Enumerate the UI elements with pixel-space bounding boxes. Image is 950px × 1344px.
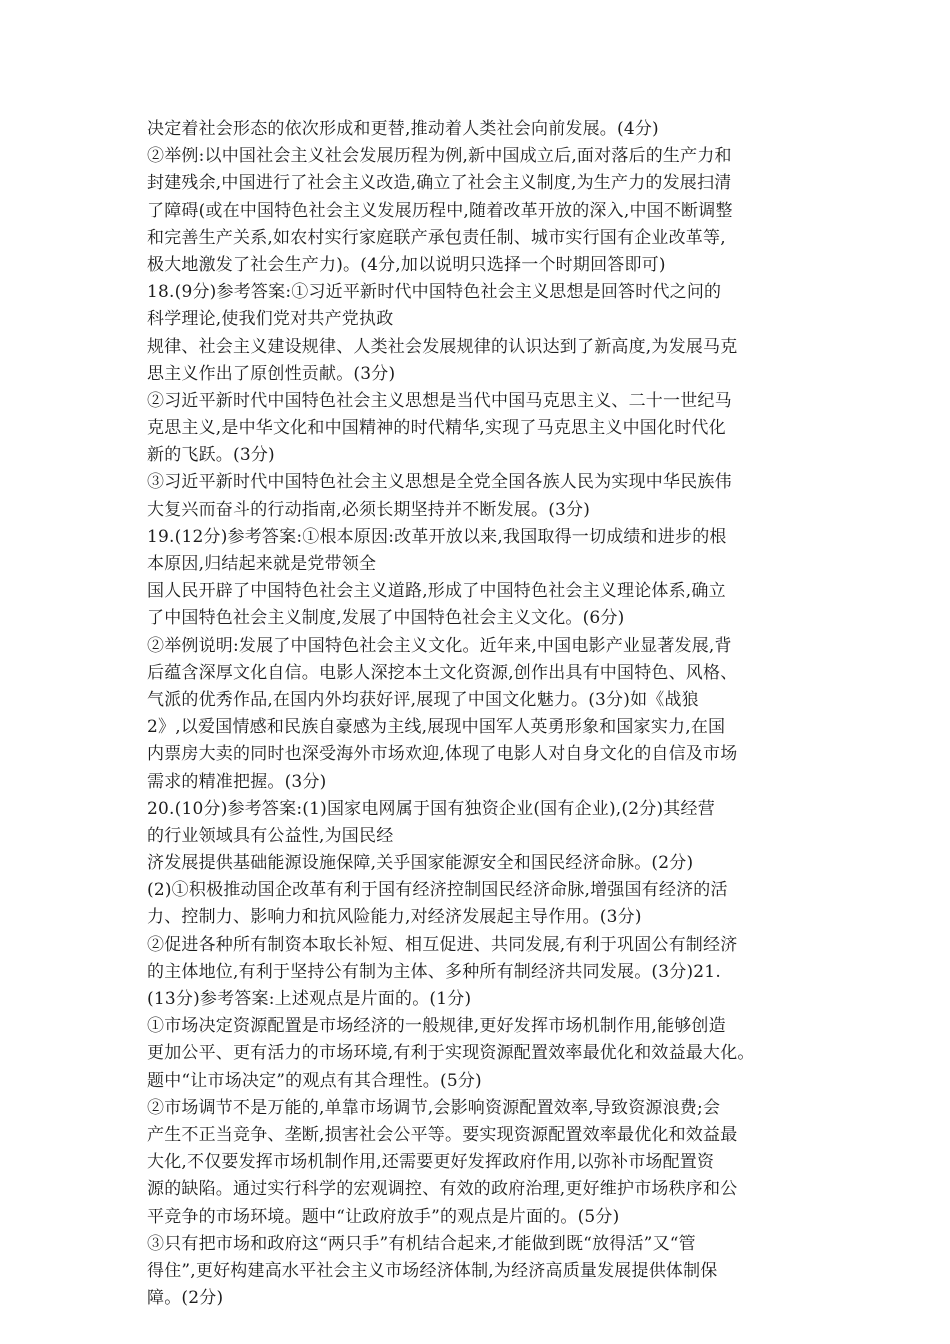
- text-line: 克思主义,是中华文化和中国精神的时代精华,实现了马克思主义中国化时代化: [147, 418, 726, 439]
- text-line: 的行业领域具有公益性,为国民经: [147, 825, 394, 846]
- text-line: ③只有把市场和政府这“两只手”有机结合起来,才能做到既“放得活”又“管: [147, 1233, 696, 1254]
- text-line: ②市场调节不是万能的,单靠市场调节,会影响资源配置效率,导致资源浪费;会: [147, 1097, 721, 1118]
- text-line: 产生不正当竞争、垄断,损害社会公平等。要实现资源配置效率最优化和效益最: [147, 1124, 738, 1145]
- text-line: 更加公平、更有活力的市场环境,有利于实现资源配置效率最优化和效益最大化。: [147, 1043, 755, 1064]
- text-line: 科学理论,使我们党对共产党执政: [147, 309, 394, 330]
- text-line: ①市场决定资源配置是市场经济的一般规律,更好发挥市场机制作用,能够创造: [147, 1016, 726, 1037]
- text-line: 力、控制力、影响力和抗风险能力,对经济发展起主导作用。(3分): [147, 907, 642, 928]
- text-line: 了中国特色社会主义制度,发展了中国特色社会主义文化。(6分): [147, 608, 625, 629]
- text-line: 国人民开辟了中国特色社会主义道路,形成了中国特色社会主义理论体系,确立: [147, 581, 726, 602]
- text-line: 了障碍(或在中国特色社会主义发展历程中,随着改革开放的深入,中国不断调整: [147, 200, 733, 221]
- question-20-heading: 20.(10分)参考答案:(1)国家电网属于国有独资企业(国有企业),(2分)其经营: [147, 798, 715, 819]
- text-line: 题中“让市场决定”的观点有其合理性。(5分): [147, 1070, 482, 1091]
- text-line: 济发展提供基础能源设施保障,关乎国家能源安全和国民经济命脉。(2分): [147, 853, 694, 874]
- text-line: 的主体地位,有利于坚持公有制为主体、多种所有制经济共同发展。(3分)21.: [147, 961, 721, 982]
- text-line: 新的飞跃。(3分): [147, 445, 275, 466]
- text-line: 障。(2分): [147, 1288, 224, 1309]
- question-21-heading: (13分)参考答案:上述观点是片面的。(1分): [147, 989, 472, 1009]
- text-line: ②促进各种所有制资本取长补短、相互促进、共同发展,有利于巩固公有制经济: [147, 934, 738, 955]
- text-line: 后蕴含深厚文化自信。电影人深挖本土文化资源,创作出具有中国特色、风格、: [147, 662, 738, 683]
- question-18-heading: 18.(9分)参考答案:①习近平新时代中国特色社会主义思想是回答时代之问的: [147, 282, 722, 303]
- text-line: ③习近平新时代中国特色社会主义思想是全党全国各族人民为实现中华民族伟: [147, 472, 732, 493]
- text-line: 大化,不仅要发挥市场机制作用,还需要更好发挥政府作用,以弥补市场配置资: [147, 1152, 715, 1173]
- text-line: (2)①积极推动国企改革有利于国有经济控制国民经济命脉,增强国有经济的活: [147, 880, 728, 901]
- text-line: ②举例说明:发展了中国特色社会主义文化。近年来,中国电影产业显著发展,背: [147, 635, 732, 656]
- text-line: 极大地激发了社会生产力)。(4分,加以说明只选择一个时期回答即可): [147, 254, 666, 275]
- text-line: 需求的精准把握。(3分): [147, 771, 327, 792]
- text-line: ②举例:以中国社会主义社会发展历程为例,新中国成立后,面对落后的生产力和: [147, 146, 732, 167]
- text-line: 决定着社会形态的依次形成和更替,推动着人类社会向前发展。(4分): [147, 119, 659, 139]
- document-page: [147, 116, 817, 1312]
- text-line: ②习近平新时代中国特色社会主义思想是当代中国马克思主义、二十一世纪马: [147, 390, 732, 411]
- text-line: 封建残余,中国进行了社会主义改造,确立了社会主义制度,为生产力的发展扫清: [147, 173, 732, 194]
- text-line: 本原因,归结起来就是党带领全: [147, 554, 377, 574]
- text-line: 思主义作出了原创性贡献。(3分): [147, 363, 396, 384]
- text-line: 得住”,更好构建高水平社会主义市场经济体制,为经济高质量发展提供体制保: [147, 1260, 718, 1281]
- text-line: 规律、社会主义建设规律、人类社会发展规律的认识达到了新高度,为发展马克: [147, 336, 738, 357]
- text-line: 内票房大卖的同时也深受海外市场欢迎,体现了电影人对自身文化的自信及市场: [147, 744, 738, 765]
- text-line: 和完善生产关系,如农村实行家庭联产承包责任制、城市实行国有企业改革等,: [147, 227, 726, 248]
- text-line: 气派的优秀作品,在国内外均获好评,展现了中国文化魅力。(3分)如《战狼: [147, 689, 699, 710]
- text-line: 平竞争的市场环境。题中“让政府放手”的观点是片面的。(5分): [147, 1206, 620, 1227]
- text-line: 大复兴而奋斗的行动指南,必须长期坚持并不断发展。(3分): [147, 499, 591, 520]
- text-line: 源的缺陷。通过实行科学的宏观调控、有效的政府治理,更好维护市场秩序和公: [147, 1179, 738, 1200]
- text-line: 2》,以爱国情感和民族自豪感为主线,展现中国军人英勇形象和国家实力,在国: [147, 717, 726, 738]
- question-19-heading: 19.(12分)参考答案:①根本原因:改革开放以来,我国取得一切成绩和进步的根: [147, 526, 727, 547]
